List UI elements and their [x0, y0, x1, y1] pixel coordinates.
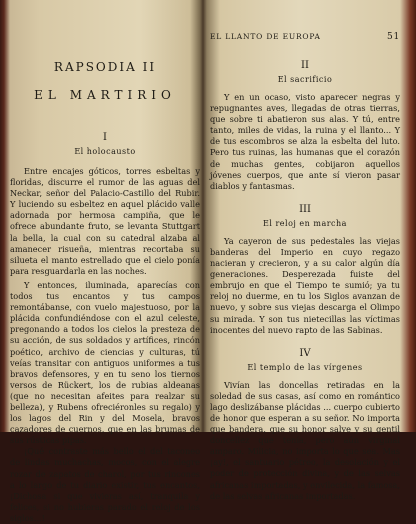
- running-head: EL LLANTO DE EUROPA: [210, 32, 321, 41]
- section-title: El reloj en marcha: [263, 218, 347, 228]
- section-title: El sacrificio: [277, 75, 333, 84]
- paragraph: Vivían las doncellas retiradas en la soledad de sus casas, así como en romántico lago deslizábanse plácidas ... cuerpo cubierto de honor que esperan a su señor. No importa que bandera, que su honor salve y su gentil doncellez que tenía, pero aún virginal amparo. Milicia, no importa lo que sea. Mas ¡ay!, el santuario pétreo, la desolación y el poder de protección divina, y de las selvas africanas importadas, y envilecida, la famosa, de las selvas africanas importadas.: [210, 379, 401, 501]
- running-header: [210, 32, 400, 42]
- paragraph: Entre encajes góticos, torres esbeltas y floridas, discurre el rumor de las aguas del Neckar, señor del Palacio-Castillo del Rubir. Y luciendo su esbeltez en aquel plácido valle adornada por hermosa campiña, que le ofrece abundante fruto, se levanta Stuttgart la bella, la cual con su catedral alzaba al amanecer risueña, mientras recortaba su silueta el manto estrellado que el cielo ponía para resguardarla en las noches.: [10, 166, 200, 276]
- paragraph: Y en un ocaso, visto aparecer negras y repugnantes aves, llegadas de otras tierras, que sobre ti abatieron sus alas. Y tú, entre tanto, miles de vidas, la ruina y el llanto... Y de tus escombros se alza la esbelta del luto. Pero tus ruinas, las humanas que el corazón de muchas gentes, cobijaron aquellos jóvenes cuerpos, que ante sí vieron pasar diablos y fantasmas.: [210, 92, 400, 191]
- paragraph: Y entonces, iluminada, aparecías con todos tus encantos y tus campos remontábanse, con vuelo majestuoso, por la plácida confundiéndose con el azul celeste, pregonando a todos los cielos la presteza de su acción, de sus soldados y artífices, rincón poético, archivo de ciencias y culturas, tú veías transitar con antiguos uniformes a tus bravos defensores, y en tu seno los tiernos versos de Rückert, los de rubias aldeanas (que no necesitan afeites para realzar su belleza), y Rubens ofreciéronles su regalo) y los lagos del Rin y del Mosela, bravos cazadores de cuernos, que en las brumas de sus rústicas pipas.: [10, 279, 200, 446]
- section-number: I: [103, 132, 107, 143]
- paragraph: ¡Qué contraste más bello el del taconeo de lindas muchachas, mocos, con el alegre rozar de zapatos de charol, por tus rincones a lo largo de tu diario existir, tus encantos, ¡Dichosa si que vivieras así, tranquila y felices, si no hubieras parado el reloj de los siglos...!: [10, 446, 200, 523]
- right-page: [210, 32, 400, 502]
- chapter-title: EL MARTIRIO: [34, 88, 176, 102]
- section-number: II: [301, 60, 309, 71]
- section-number: IV: [299, 347, 311, 359]
- section-title: El templo de las vírgenes: [247, 362, 363, 372]
- section-title: El holocausto: [74, 147, 136, 156]
- left-page: [10, 60, 200, 524]
- chapter-heading: RAPSODIA II: [53, 60, 157, 74]
- page-number: 51: [386, 32, 400, 42]
- section-number: III: [299, 203, 311, 215]
- paragraph: Ya cayeron de sus pedestales las viejas banderas del Imperio en cuyo regazo nacieran y crecieron, y a su calor algún día generaciones. Desperezada fuiste del embrujo en que el Tiempo te sumió; ya tu reloj no duerme, en tu los Siglos avanzan de nuevo, y sobre sus viejas descarga el Olimpo su mirada. Y son tus nietecillas las víctimas inocentes del nuevo rapto de las Sabinas.: [210, 235, 400, 335]
